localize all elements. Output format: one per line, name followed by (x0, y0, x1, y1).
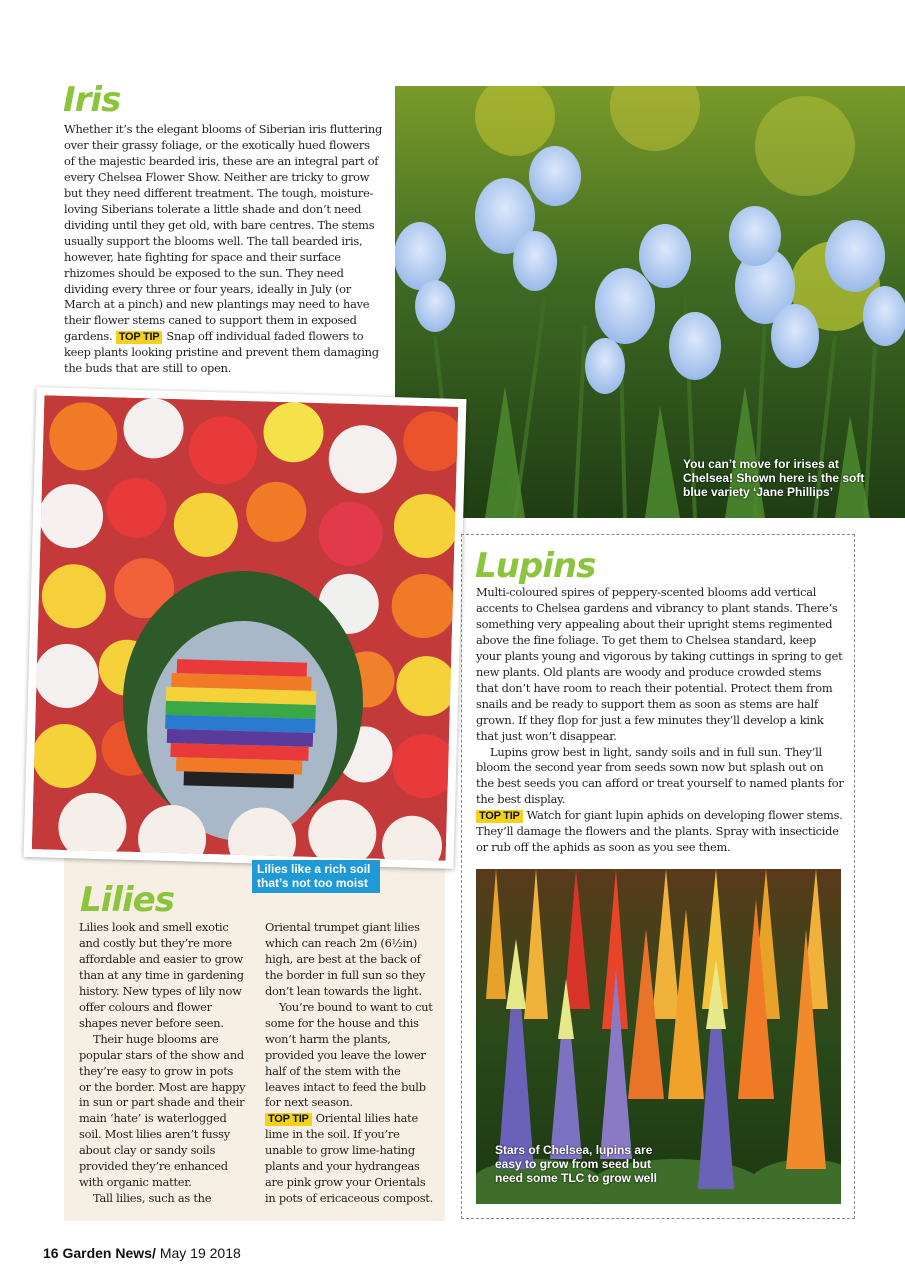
lupins-heading: Lupins (475, 546, 596, 586)
lilies-top-tip-badge: TOP TIP (265, 1113, 312, 1126)
lilies-top-tip-text: Oriental lilies hate lime in the soil. If you’re unable to grow lime-hating plants and your hydrangeas are pink grow your Orientals in pots of ericaceous compost. (265, 1111, 433, 1206)
publication-name: Garden News (62, 1245, 152, 1261)
iris-photo (395, 86, 905, 518)
lilies-paragraph-2: Their huge blooms are popular stars of the show and they’re easy to grow in pots or the border. Most are happy in sun or part shade and their main ‘hate’ is waterlogged soil. Most lilies aren’t fussy about clay or sandy soils provided they’re enhanced with organic matter. (79, 1031, 246, 1190)
iris-paragraph (64, 122, 382, 377)
lilies-photo-caption-box (252, 860, 380, 893)
lilies-paragraph-5: You’re bound to want to cut some for the house and this won’t harm the plants, provided you leave the lower half of the stem with the leaves intact to feed the bulb for next season. (265, 999, 433, 1110)
lilies-column-right (265, 920, 435, 1207)
lilies-paragraph-1: Lilies look and smell exotic and costly but they’re more affordable and easier to grow than at any time in gardening history. New types of lily now offer colours and flower shapes never before seen. (79, 920, 244, 1030)
page-number: 16 (43, 1245, 59, 1261)
issue-date: May 19 2018 (159, 1245, 241, 1261)
lupins-top-tip (476, 808, 844, 856)
lilies-photo-caption: Lilies like a rich soil that’s not too moist (257, 862, 371, 890)
iris-photo-caption: You can’t move for irises at Chelsea! Shown here is the soft blue variety ‘Jane Phillips’ (683, 457, 865, 499)
lilies-top-tip (265, 1111, 435, 1207)
lupins-top-tip-badge: TOP TIP (476, 810, 523, 823)
iris-heading: Iris (63, 80, 121, 120)
lilies-heading: Lilies (80, 880, 174, 920)
lupins-paragraph-2: Lupins grow best in light, sandy soils and in full sun. They’ll bloom the second year from seeds sown now but splash out on the best seeds you can afford or treat yourself to named plants for the best display. (476, 744, 844, 807)
lupins-top-tip-text: Watch for giant lupin aphids on developing flower stems. They’ll damage the flowers and the plants. Spray with insecticide or rub off the aphids as soon as you see them. (476, 808, 843, 855)
footer-separator: / (151, 1245, 156, 1261)
lilies-photo (32, 395, 459, 860)
lilies-paragraph-4: Oriental trumpet giant lilies which can reach 2m (6½in) high, are best at the back of the border in full sun so they don’t lean towards the light. (265, 920, 426, 998)
iris-top-tip-badge: TOP TIP (116, 331, 163, 344)
iris-body (64, 122, 382, 377)
lilies-paragraph-3: Tall lilies, such as the (93, 1191, 212, 1206)
lupins-body (476, 585, 844, 856)
iris-top-tip-text: Snap off individual faded flowers to keep plants looking pristine and prevent them damaging the buds that are still to open. (64, 329, 379, 376)
lupins-paragraph-1: Multi-coloured spires of peppery-scented blooms add vertical accents to Chelsea gardens and vibrancy to plant stands. There’s something very appealing about their upright stems regimented above the fine foliage. To get them to Chelsea standard, keep your plants young and vigorous by taking cuttings in spring to get new plants. Old plants are woody and produce crowded stems that don’t have room to reach their potential. Protect them from snails and be ready to support them as soon as stems are half grown. If they flop for just a few minutes they’ll develop a kink that just won’t disappear. (476, 585, 843, 743)
lupins-photo-caption: Stars of Chelsea, lupins are easy to grow from seed but need some TLC to grow well (495, 1143, 658, 1185)
lilies-photo-frame (24, 387, 467, 869)
page-footer (43, 1245, 241, 1261)
iris-paragraph-text: Whether it’s the elegant blooms of Siberian iris fluttering over their grassy foliage, or the exotically hued flowers of the majestic bearded iris, these are an integral part of every Chelsea Flower Show. Neither are tricky to grow but they need different treatment. The tough, moisture-loving Siberians tolerate a little shade and don’t need dividing until they get old, with bare centres. The stems usually support the blooms well. The tall bearded iris, however, hate fighting for space and their surface rhizomes should be exposed to the sun. They need dividing every three or four years, ideally in July (or March at a pinch) and new plantings may need to have their flower stems caned to support them in exposed gardens. (64, 122, 383, 344)
lilies-column-left (79, 920, 247, 1207)
